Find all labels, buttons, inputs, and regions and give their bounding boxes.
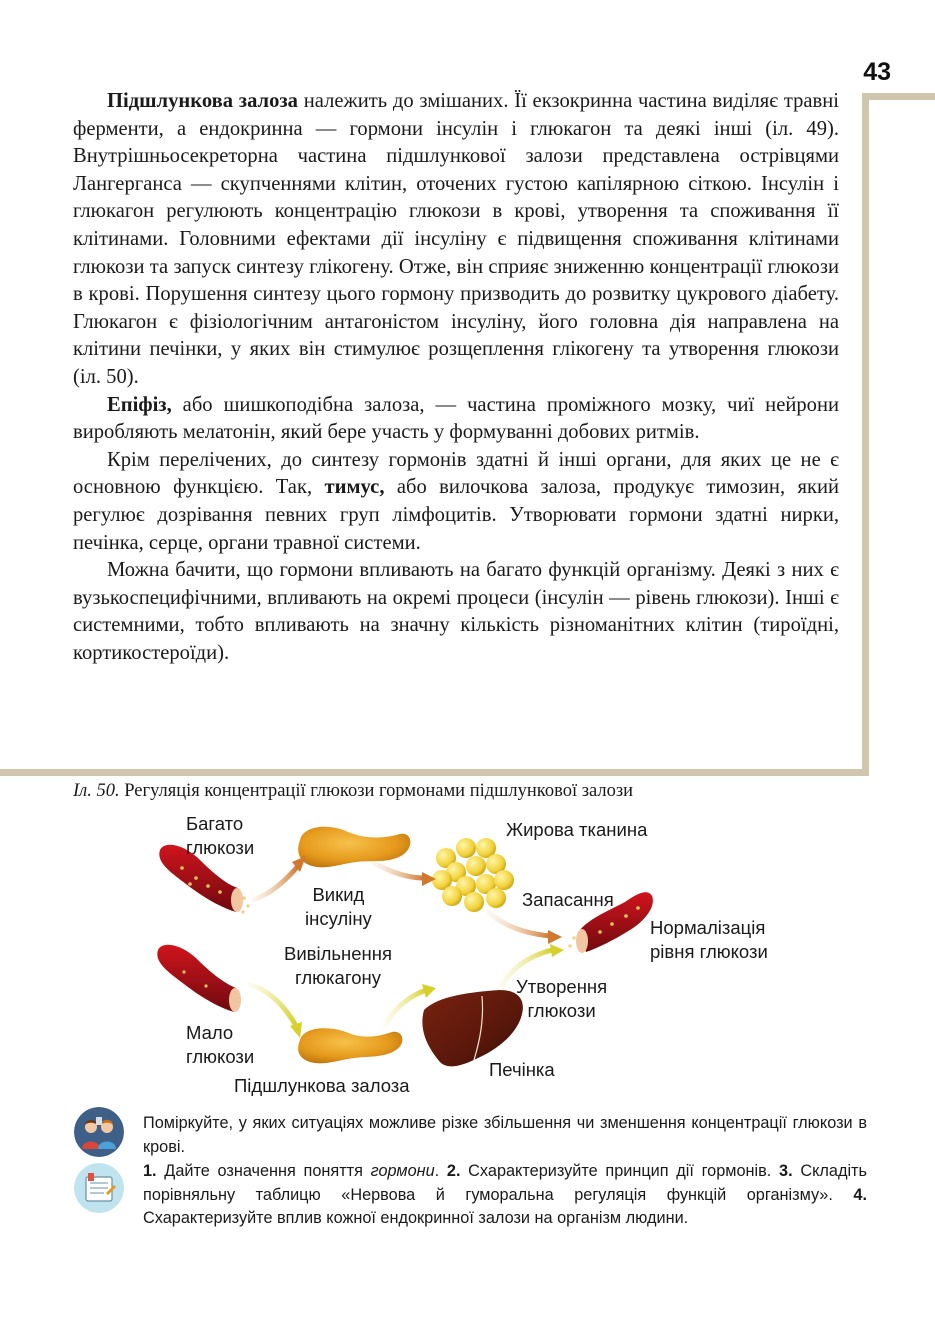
term-epiphysis: Епіфіз,: [107, 393, 172, 416]
glucose-regulation-diagram: [0, 800, 935, 1100]
question-number-2: 2.: [446, 1162, 461, 1180]
label-insulin-release: [305, 883, 372, 931]
label-high-glucose-line1: Багато: [186, 813, 244, 834]
paragraph-other-organs-text: або вилочкова залоза, продукує тимозин, який регулює дозрівання певних груп лімфоцитів. Утворювати гормони здатні нирки, печінка, серце, органи травної системи.: [73, 476, 839, 554]
liver-icon: [422, 990, 522, 1066]
term-thymus: тимус,: [324, 476, 385, 499]
question-number-3: 3.: [779, 1162, 793, 1180]
label-normalization-line1: Нормалізація: [650, 917, 766, 938]
label-glucagon-release-line2: глюкагону: [295, 967, 381, 988]
paragraph-hormone-effects: Можна бачити, що гормони впливають на багато функцій організму. Деякі з них є вузькоспецифічними, впливають на окремі процеси (інсулін — рівень глюкози). Інші є системними, тобто впливають на значну кількість різноманітних клітин (тироїдні, кортикостероїди).: [73, 559, 839, 664]
label-storage: Запасання: [522, 889, 614, 910]
frame-top-border: [862, 93, 935, 100]
blood-vessel-low-glucose-icon: [157, 945, 241, 1012]
label-normalization-line2: рівня глюкози: [650, 941, 768, 962]
discussion-icon: [74, 1107, 124, 1157]
label-high-glucose-line2: глюкози: [186, 837, 255, 858]
figure-caption-text: Регуляція концентрації глюкози гормонами підшлункової залози: [119, 781, 634, 801]
label-insulin-release-line1: Викид: [312, 884, 365, 905]
think-question: Поміркуйте, у яких ситуаціях можливе різке збільшення чи зменшення концентрації глюкози в крові.: [143, 1114, 867, 1156]
label-low-glucose-line2: глюкози: [186, 1046, 255, 1067]
paragraph-pancreas: [73, 88, 839, 392]
label-normalization: [650, 916, 768, 964]
label-glucagon-release: [284, 942, 392, 990]
paragraph-epiphysis-text: або шишкоподібна залоза, — частина проміжного мозку, чиї нейрони виробляють мелатонін, який бере участь у формуванні добових ритмів.: [73, 393, 839, 444]
arrow-fat-to-vessel-icon: [488, 912, 562, 944]
review-questions: [143, 1160, 867, 1231]
paragraph-other-organs: [73, 447, 839, 557]
question-1-start: Дайте означення поняття: [156, 1162, 371, 1180]
label-glucose-formation-line1: Утворення: [516, 976, 608, 997]
fat-tissue-icon: [432, 838, 514, 912]
label-insulin-release-line2: інсуліну: [305, 908, 372, 929]
label-glucagon-release-line1: Вивільнення: [284, 943, 393, 964]
arrow-blood-to-pancreas-icon: [252, 856, 306, 900]
label-low-glucose: [186, 1021, 254, 1069]
pancreas-top-icon: [298, 827, 410, 868]
label-liver: Печінка: [489, 1059, 555, 1080]
label-fat-tissue: Жирова тканина: [506, 819, 648, 840]
question-1-end: .: [434, 1162, 447, 1180]
frame-right-border: [862, 93, 869, 776]
arrow-blood-to-pancreas-glucagon-icon: [248, 984, 302, 1038]
question-number-4: 4.: [853, 1185, 867, 1204]
page-number: 43: [863, 58, 891, 86]
question-number-1: 1.: [143, 1162, 157, 1180]
label-high-glucose: [186, 812, 254, 860]
label-glucose-formation: [516, 975, 607, 1023]
question-1-term: гормони: [370, 1162, 435, 1180]
label-pancreas: Підшлункова залоза: [234, 1075, 410, 1096]
figure-caption: [73, 781, 633, 802]
label-low-glucose-line1: Мало: [186, 1022, 234, 1043]
term-pancreas: Підшлункова залоза: [107, 90, 298, 112]
tasks-icon: [74, 1163, 124, 1213]
main-text: [73, 88, 839, 667]
frame-bottom-border: [0, 769, 869, 776]
question-4: Схарактеризуйте вплив кожної ендокринної залози на організм людини.: [143, 1209, 689, 1227]
paragraph-epiphysis: [73, 392, 839, 447]
question-3: Складіть порівняльну таблицю «Нервова й гуморальна регуляція функцій організму».: [143, 1162, 867, 1204]
paragraph-pancreas-text: належить до змішаних. Її екзокринна частина виділяє травні ферменти, а ендокринна — гормони інсулін і глюкагон та деякі інші (іл. 49). Внутрішньосекреторна частина підшлункової залози представлена острівцями Лангерганса — скупченнями клітин, оточених густою капілярною сіткою. Інсулін і глюкагон регулюють концентрацію глюкози в крові, утворення та споживання її клітинами. Головними ефектами дії інсуліну є підвищення споживання клітинами глюкози та запуск синтезу глікогену. Отже, він сприяє зниженню концентрації глюкози в крові. Порушення синтезу цього гормону призводить до розвитку цукрового діабету. Глюкагон є фізіологічним антагоністом інсуліну, його головна дія направлена на клітини печінки, у яких він стимулює розщеплення глікогену та утворення глюкози (іл. 50).: [73, 90, 839, 388]
paragraph-other-organs-start: Крім перелічених, до синтезу гормонів здатні й інші органи, для яких це не є основною функцією. Так,: [73, 448, 839, 499]
tasks-block: [143, 1112, 867, 1231]
label-glucose-formation-line2: глюкози: [527, 1000, 596, 1021]
arrow-pancreas-to-fat-icon: [372, 862, 436, 886]
figure-caption-label: Іл. 50.: [73, 781, 120, 801]
question-2: Схарактеризуйте принцип дії гормонів.: [460, 1162, 780, 1180]
pancreas-bottom-icon: [298, 1028, 402, 1063]
